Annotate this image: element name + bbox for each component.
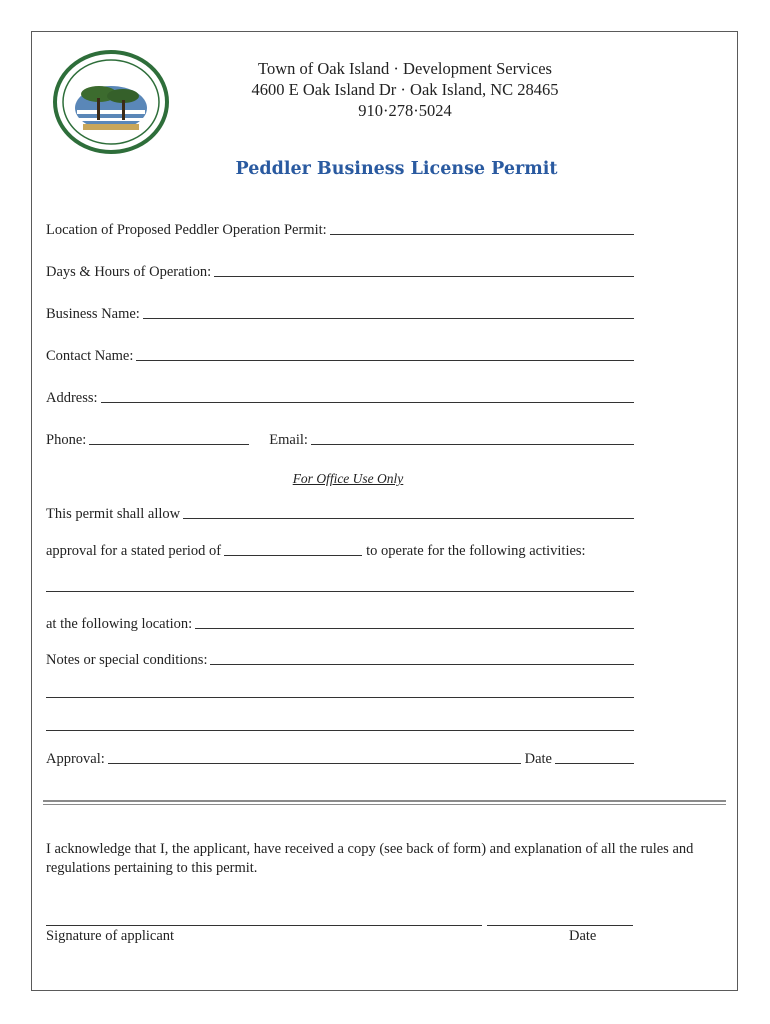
address-field-row bbox=[46, 387, 634, 407]
allow-row bbox=[46, 503, 634, 523]
signature-date-label: Date bbox=[569, 928, 597, 944]
days-hours-label: Days & Hours of Operation: bbox=[46, 264, 212, 280]
email-field[interactable] bbox=[311, 444, 634, 445]
business-name-field[interactable] bbox=[143, 318, 634, 319]
approval-period-label: approval for a stated period of bbox=[46, 543, 222, 559]
notes-row bbox=[46, 649, 634, 669]
notes-label: Notes or special conditions: bbox=[46, 652, 208, 668]
location-field[interactable] bbox=[330, 234, 634, 235]
signature-label: Signature of applicant bbox=[46, 928, 175, 944]
approval-date-label: Date bbox=[524, 751, 552, 767]
signature-date-field[interactable] bbox=[487, 925, 633, 926]
approval-period-row bbox=[46, 540, 634, 560]
notes-line-3 bbox=[46, 715, 634, 735]
period-field[interactable] bbox=[224, 555, 362, 556]
notes-line-2 bbox=[46, 682, 634, 702]
at-location-label: at the following location: bbox=[46, 616, 193, 632]
activities-row bbox=[46, 576, 634, 596]
allow-field[interactable] bbox=[183, 518, 634, 519]
notes-field-2[interactable] bbox=[46, 697, 634, 698]
header-line-office: Town of Oak Island · Development Services bbox=[258, 59, 552, 78]
phone-label: Phone: bbox=[46, 432, 87, 448]
header-line-address: 4600 E Oak Island Dr · Oak Island, NC 28465 bbox=[251, 80, 559, 99]
signature-field[interactable] bbox=[46, 925, 482, 926]
contact-name-field[interactable] bbox=[136, 360, 634, 361]
approval-label: Approval: bbox=[46, 751, 105, 767]
notes-field-3[interactable] bbox=[46, 730, 634, 731]
days-hours-field-row bbox=[46, 261, 634, 281]
approval-date-field[interactable] bbox=[555, 763, 634, 764]
page-title: Peddler Business License Permit bbox=[235, 159, 558, 179]
business-name-label: Business Name: bbox=[46, 306, 140, 322]
days-hours-field[interactable] bbox=[214, 276, 634, 277]
activities-field[interactable] bbox=[46, 591, 634, 592]
business-name-field-row bbox=[46, 303, 634, 323]
location-label: Location of Proposed Peddler Operation Permit: bbox=[46, 222, 327, 238]
approval-row bbox=[46, 748, 634, 768]
email-label: Email: bbox=[269, 432, 308, 448]
allow-label: This permit shall allow bbox=[46, 506, 181, 522]
at-location-row bbox=[46, 613, 634, 633]
notes-field[interactable] bbox=[210, 664, 634, 665]
phone-email-row bbox=[46, 429, 634, 449]
address-field[interactable] bbox=[101, 402, 634, 403]
operate-label: to operate for the following activities: bbox=[366, 543, 586, 559]
acknowledgement-text: I acknowledge that I, the applicant, have received a copy (see back of form) and explanation of all the rules and regulations pertaining to this permit. bbox=[46, 841, 694, 876]
office-use-heading: For Office Use Only bbox=[292, 471, 404, 486]
town-seal-logo bbox=[53, 50, 169, 154]
address-label: Address: bbox=[46, 390, 98, 406]
contact-name-field-row bbox=[46, 345, 634, 365]
header-line-phone: 910·278·5024 bbox=[358, 101, 452, 120]
location-field-row bbox=[46, 219, 634, 239]
phone-field[interactable] bbox=[89, 444, 249, 445]
approval-field[interactable] bbox=[108, 763, 521, 764]
contact-name-label: Contact Name: bbox=[46, 348, 134, 364]
at-location-field[interactable] bbox=[195, 628, 634, 629]
section-divider bbox=[43, 800, 726, 805]
